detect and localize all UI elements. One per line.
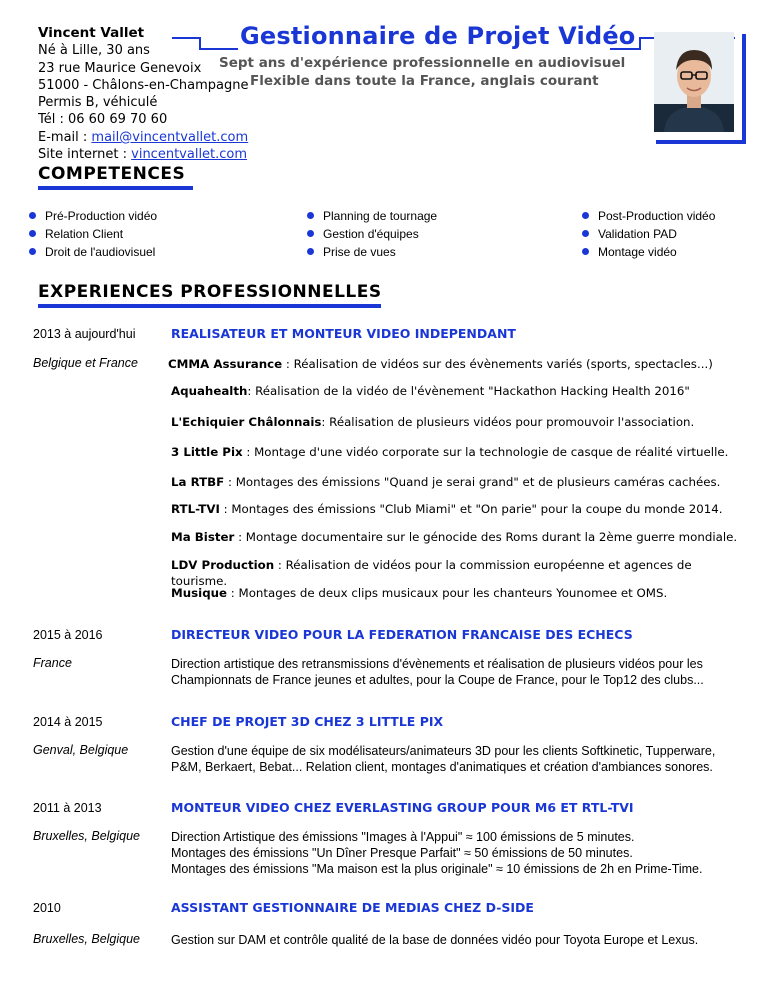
bullet-icon bbox=[307, 212, 314, 219]
email-link[interactable]: mail@vincentvallet.com bbox=[91, 129, 249, 145]
job-date: 2011 à 2013 bbox=[33, 801, 102, 815]
experiences-heading: EXPERIENCES PROFESSIONNELLES bbox=[38, 282, 382, 302]
job-title: ASSISTANT GESTIONNAIRE DE MEDIAS CHEZ D-SIDE bbox=[171, 900, 534, 915]
skill-item: Pré-Production vidéo bbox=[29, 207, 157, 225]
page-title: Gestionnaire de Projet Vidéo bbox=[240, 22, 636, 50]
competences-underline bbox=[38, 186, 193, 190]
license-line: Permis B, véhiculé bbox=[38, 95, 158, 111]
site-link[interactable]: vincentvallet.com bbox=[131, 147, 248, 163]
job-title: MONTEUR VIDEO CHEZ EVERLASTING GROUP POUR M6 ET RTL-TVI bbox=[171, 800, 634, 815]
job-place: Bruxelles, Belgique bbox=[33, 932, 141, 946]
job-item: L'Echiquier Châlonnais: Réalisation de plusieurs vidéos pour promouvoir l'association. bbox=[171, 415, 695, 429]
phone-line: Tél : 06 60 69 70 60 bbox=[38, 112, 168, 128]
job-place: Bruxelles, Belgique bbox=[33, 829, 141, 843]
job-item: CMMA Assurance : Réalisation de vidéos sur des évènements variés (sports, spectacles...) bbox=[168, 357, 713, 371]
job-place: France bbox=[33, 656, 72, 670]
job-title: REALISATEUR ET MONTEUR VIDEO INDEPENDANT bbox=[171, 326, 516, 341]
job-date: 2013 à aujourd'hui bbox=[33, 327, 136, 341]
skills-column-2 bbox=[307, 207, 437, 261]
site-label: Site internet : bbox=[38, 147, 132, 163]
header-line-left bbox=[172, 38, 238, 49]
candidate-name: Vincent Vallet bbox=[38, 25, 145, 41]
email-label: E-mail : bbox=[38, 129, 92, 145]
bullet-icon bbox=[582, 248, 589, 255]
job-item: Ma Bister : Montage documentaire sur le génocide des Roms durant la 2ème guerre mondiale. bbox=[171, 530, 738, 544]
skill-item: Droit de l'audiovisuel bbox=[29, 243, 157, 261]
bullet-icon bbox=[307, 248, 314, 255]
bullet-icon bbox=[582, 212, 589, 219]
job-date: 2014 à 2015 bbox=[33, 715, 103, 729]
job-item: LDV Production : Réalisation de vidéos pour la commission européenne et agences de tourisme. bbox=[171, 558, 692, 588]
flexibility-subtitle: Flexible dans toute la France, anglais courant bbox=[250, 73, 599, 89]
skill-item: Validation PAD bbox=[582, 225, 715, 243]
job-date: 2010 bbox=[33, 901, 61, 915]
job-description: Direction Artistique des émissions "Images à l'Appui" ≈ 100 émissions de 5 minutes. Montages des émissions "Un Dîner Presque Parfait" ≈ 50 émissions de 50 minutes. Montages des émissions "Ma maison est la plus originale" ≈ 10 émissions de 2h en Prime-Time. bbox=[171, 830, 703, 876]
job-description: Direction artistique des retransmissions d'évènements et réalisation de plusieurs vidéos pour les Championnats de France jeunes et adultes, pour la Coupe de France, pour le Top12 des clubs... bbox=[171, 657, 704, 687]
skill-item: Prise de vues bbox=[307, 243, 437, 261]
city-line: 51000 - Châlons-en-Champagne bbox=[38, 77, 249, 93]
bullet-icon bbox=[29, 212, 36, 219]
skill-item: Montage vidéo bbox=[582, 243, 715, 261]
experience-subtitle: Sept ans d'expérience professionnelle en audiovisuel bbox=[219, 55, 626, 71]
job-place: Genval, Belgique bbox=[33, 743, 129, 757]
skill-item: Planning de tournage bbox=[307, 207, 437, 225]
skill-item: Post-Production vidéo bbox=[582, 207, 715, 225]
bullet-icon bbox=[29, 230, 36, 237]
competences-heading: COMPETENCES bbox=[38, 164, 186, 184]
skills-column-3 bbox=[582, 207, 715, 261]
bullet-icon bbox=[29, 248, 36, 255]
bullet-icon bbox=[307, 230, 314, 237]
age-line: Né à Lille, 30 ans bbox=[38, 43, 150, 59]
job-date: 2015 à 2016 bbox=[33, 628, 103, 642]
job-title: CHEF DE PROJET 3D CHEZ 3 LITTLE PIX bbox=[171, 714, 444, 729]
job-place: Belgique et France bbox=[33, 356, 138, 370]
job-item: Musique : Montages de deux clips musicaux pour les chanteurs Younomee et OMS. bbox=[171, 586, 668, 600]
job-description: Gestion sur DAM et contrôle qualité de la base de données vidéo pour Toyota Europe et Lexus. bbox=[171, 933, 699, 947]
profile-photo bbox=[654, 32, 734, 132]
job-title: DIRECTEUR VIDEO POUR LA FEDERATION FRANCAISE DES ECHECS bbox=[171, 627, 633, 642]
job-item: 3 Little Pix : Montage d'une vidéo corporate sur la technologie de casque de réalité virtuelle. bbox=[171, 445, 729, 459]
job-item: RTL-TVI : Montages des émissions "Club Miami" et "On parie" pour la coupe du monde 2014. bbox=[171, 502, 723, 516]
skills-column-1 bbox=[29, 207, 157, 261]
skill-item: Relation Client bbox=[29, 225, 157, 243]
job-description: Gestion d'une équipe de six modélisateurs/animateurs 3D pour les clients Softkinetic, Tupperware, P&M, Berkaert, Bebat... Relation client, montages d'animatiques et création d'ambiances sonores. bbox=[171, 744, 716, 774]
bullet-icon bbox=[582, 230, 589, 237]
job-item: Aquahealth: Réalisation de la vidéo de l'évènement "Hackathon Hacking Health 2016" bbox=[171, 384, 690, 398]
address-line: 23 rue Maurice Genevoix bbox=[38, 60, 202, 76]
experiences-underline bbox=[38, 304, 381, 308]
skill-item: Gestion d'équipes bbox=[307, 225, 437, 243]
job-item: La RTBF : Montages des émissions "Quand je serai grand" et de plusieurs caméras cachées. bbox=[171, 475, 721, 489]
